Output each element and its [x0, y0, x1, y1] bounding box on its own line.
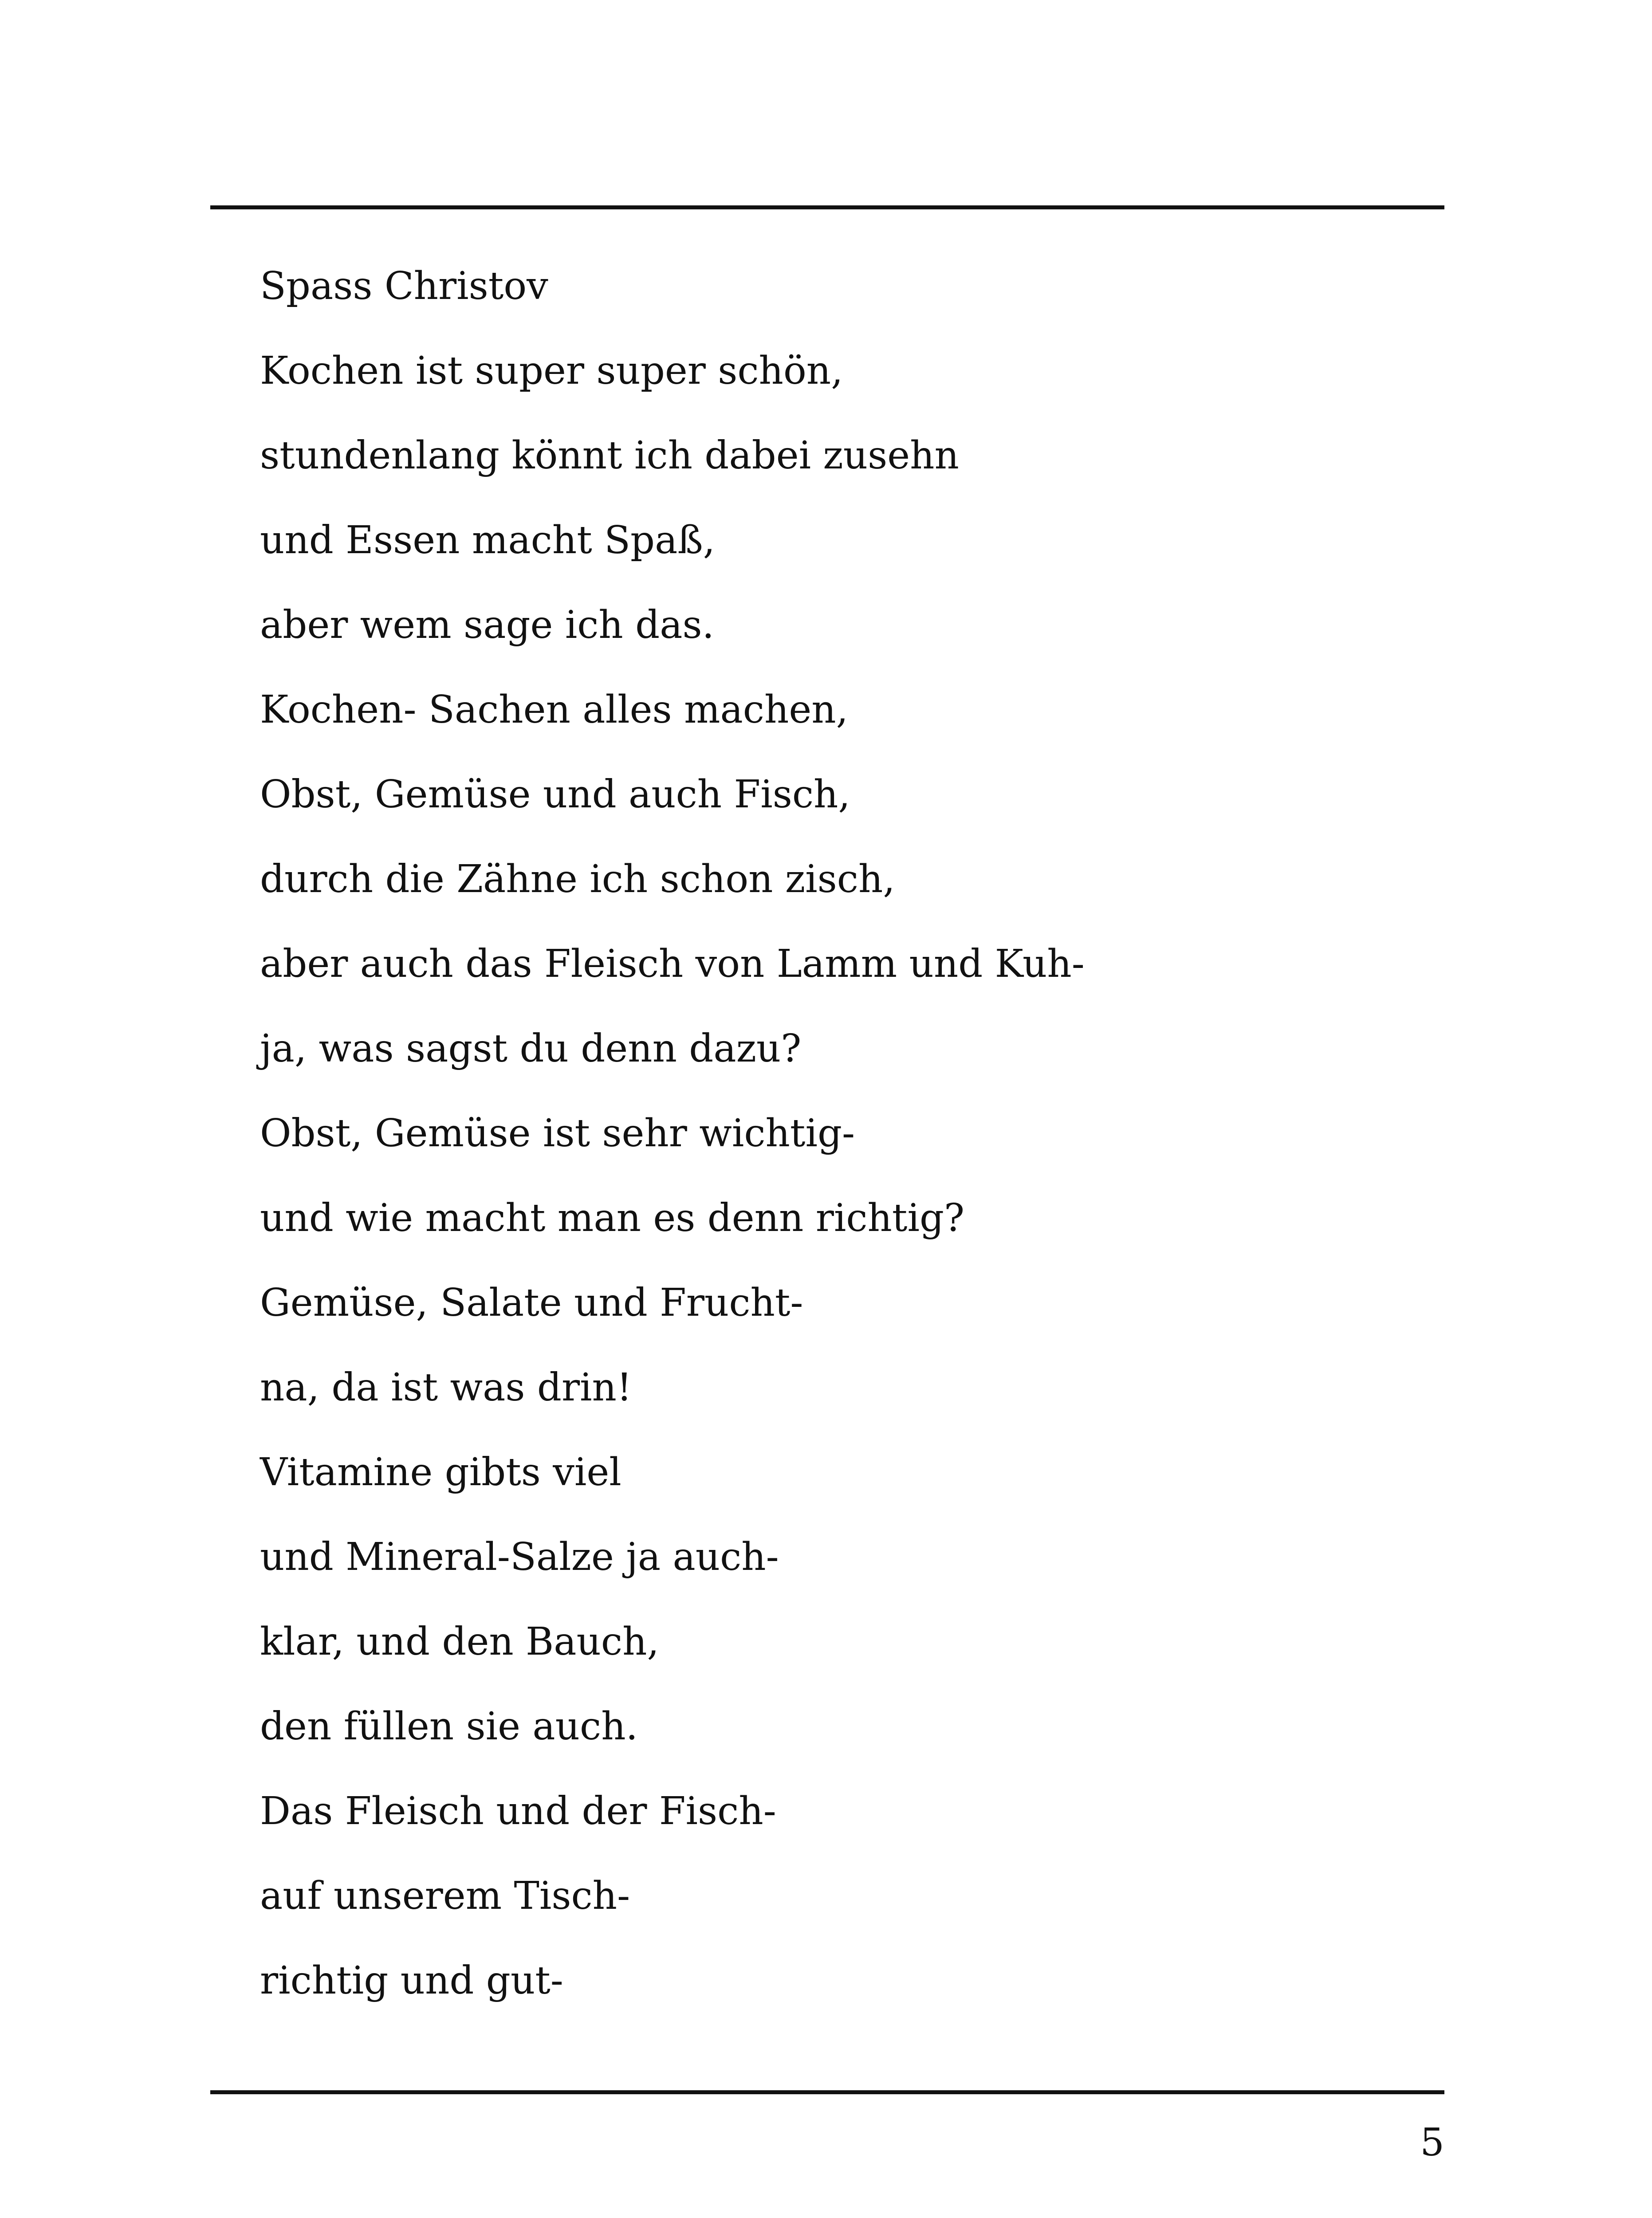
poem-line: und Mineral-Salze ja auch- — [260, 1535, 779, 1579]
poem-line: auf unserem Tisch- — [260, 1874, 630, 1918]
poem-line: Obst, Gemüse und auch Fisch, — [260, 772, 850, 817]
header-rule — [210, 205, 1444, 209]
poem-line: durch die Zähne ich schon zisch, — [260, 857, 895, 901]
poem-line: richtig und gut- — [260, 1958, 563, 2003]
poem-line: den füllen sie auch. — [260, 1704, 638, 1749]
poem-line: Vitamine gibts viel — [260, 1450, 621, 1494]
poem-line: aber wem sage ich das. — [260, 603, 714, 647]
poem-line: aber auch das Fleisch von Lamm und Kuh- — [260, 942, 1085, 986]
poem-line: na, da ist was drin! — [260, 1365, 632, 1410]
poem-line: und Essen macht Spaß, — [260, 518, 716, 562]
page-number: 5 — [1420, 2120, 1444, 2165]
poem-body — [260, 257, 1413, 2037]
poem-line: stundenlang könnt ich dabei zusehn — [260, 433, 959, 478]
poem-author: Spass Christov — [260, 264, 548, 308]
footer-rule — [210, 2090, 1444, 2094]
poem-line: Kochen- Sachen alles machen, — [260, 688, 848, 732]
poem-line: Das Fleisch und der Fisch- — [260, 1789, 776, 1833]
poem-line: Gemüse, Salate und Frucht- — [260, 1281, 803, 1325]
poem-line: und wie macht man es denn richtig? — [260, 1196, 965, 1240]
poem-line: klar, und den Bauch, — [260, 1620, 659, 1664]
poem-line: Obst, Gemüse ist sehr wichtig- — [260, 1111, 855, 1156]
poem-line: ja, was sagst du denn dazu? — [260, 1026, 802, 1071]
poem-line: Kochen ist super super schön, — [260, 349, 843, 393]
